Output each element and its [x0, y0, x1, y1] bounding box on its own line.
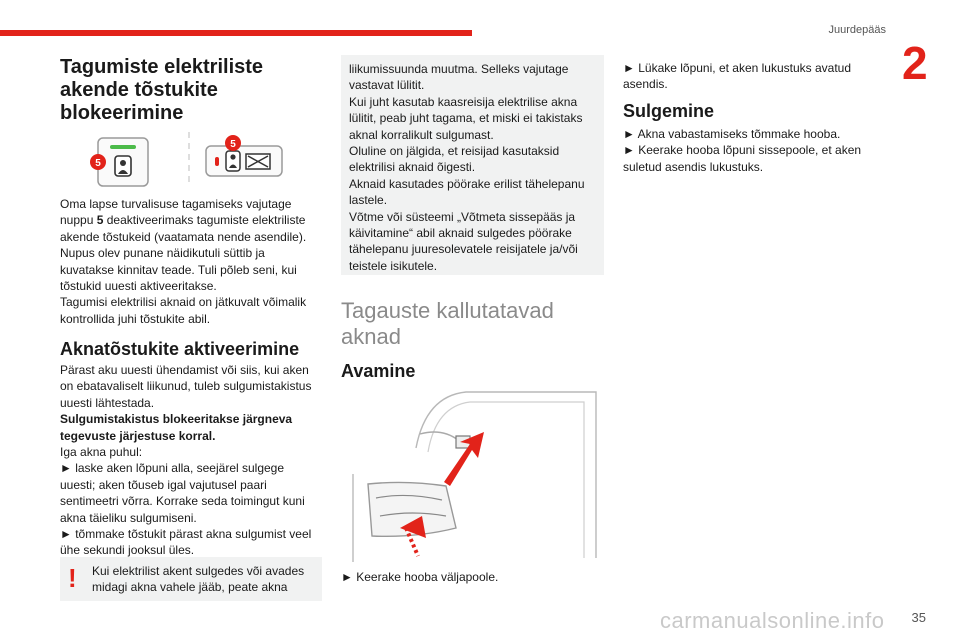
warning-box-continued: liikumissuunda muutma. Selleks vajutage vastavat lülitit. Kui juht kasutab kaasreisija elektrilise akna lülitit, peab juht tagama, et miski ei takistaks aknal korralikult sulgumast. Oluline on jälgida, et reisijad kasutaksid elektrilisi aknaid õigesti. Aknaid kasutades pöörake erilist tähelepanu lastele. Võtme või süsteemi „Võtmeta sissepääs ja käivitamine“ abil aknaid sulgedes pöörake tähelepanu juuresolevatele reisijatele ja/või teistele isikutele. — [341, 55, 604, 275]
warning-box — [60, 557, 322, 601]
callout-number: 5 — [95, 158, 101, 169]
chapter-accent-bar — [0, 30, 472, 36]
warning-icon: ! — [68, 563, 77, 593]
step-item: ► Keerake hooba lõpuni sissepoole, et aken — [623, 142, 863, 158]
section-title-blocking: Tagumiste elektriliste akende tõstukite blokeerimine — [60, 56, 264, 124]
closing-steps: ► Akna vabastamiseks tõmmake hooba. ► Keerake hooba lõpuni sissepoole, et aken suletud asendis lukustuks. — [623, 126, 863, 175]
column-left — [60, 56, 322, 125]
activation-description: Pärast aku uuesti ühendamist või siis, kui aken on ebatavaliselt liikunud, tuleb sulgumistakistus uuesti lähtestada. Sulgumistakistus blokeeritakse järgneva tegevuste järjestuse korral. Iga akna puhul: ► laske aken lõpuni alla, seejärel sulgege uuesti; aken tõuseb igal vajutusel paari sentimeetri võrra. Korrake seda toimingut kuni akna täieliku sulgumiseni. ► tõmmake tõstukit pärast akna sulgumist veel ühe sekundi jooksul üles. — [60, 362, 322, 559]
callout-number: 5 — [230, 139, 236, 150]
section-title-tilting-windows: Tagauste kallutatavad aknad — [341, 298, 554, 349]
window-lock-icon — [246, 154, 270, 169]
step-item: ► Lükake lõpuni, et aken lukustuks avatud asendis. — [623, 60, 863, 93]
section-title-activation: Aknatõstukite aktiveerimine — [60, 339, 300, 359]
indicator-red — [215, 157, 219, 166]
chapter-number: 2 — [902, 37, 928, 89]
step-item: ► tõmmake tõstukit pärast akna sulgumist veel — [60, 526, 322, 542]
child-lock-icon — [226, 151, 240, 171]
warning-text: Kui elektrilist akent sulgedes või avades midagi akna vahele jääb, peate akna — [92, 564, 305, 595]
blocking-description: Oma lapse turvalisuse tagamiseks vajutage nuppu 5 deaktiveerimaks tagumiste elektriliste akende tõstukeid (vaatamata nende asendile). Nupus olev punane näidikutuli süttib ja kuvatakse kinnitav teade. Tuli põleb seni, kui tõstukid uuesti aktiveeritakse. Tagumisi elektrilisi aknaid on jätkuvalt võimalik kontrollida juhi tõstukite abil. — [60, 197, 307, 326]
step-item: ► Akna vabastamiseks tõmmake hooba. — [623, 126, 863, 142]
subsection-title-closing: Sulgemine — [623, 101, 715, 121]
child-lock-icon — [115, 156, 131, 176]
step-item: ► laske aken lõpuni alla, seejärel sulgege — [60, 460, 322, 476]
running-header: Juurdepääs — [828, 24, 886, 36]
tilting-window-figure — [346, 388, 604, 564]
subsection-title-opening: Avamine — [341, 361, 416, 381]
indicator-green — [110, 145, 136, 149]
watermark: carmanualsonline.info — [660, 608, 885, 633]
step-item: ► Keerake hooba väljapoole. — [341, 569, 604, 585]
page-number: 35 — [911, 610, 926, 625]
window-frame — [416, 392, 596, 558]
child-lock-button-figure — [86, 128, 286, 190]
